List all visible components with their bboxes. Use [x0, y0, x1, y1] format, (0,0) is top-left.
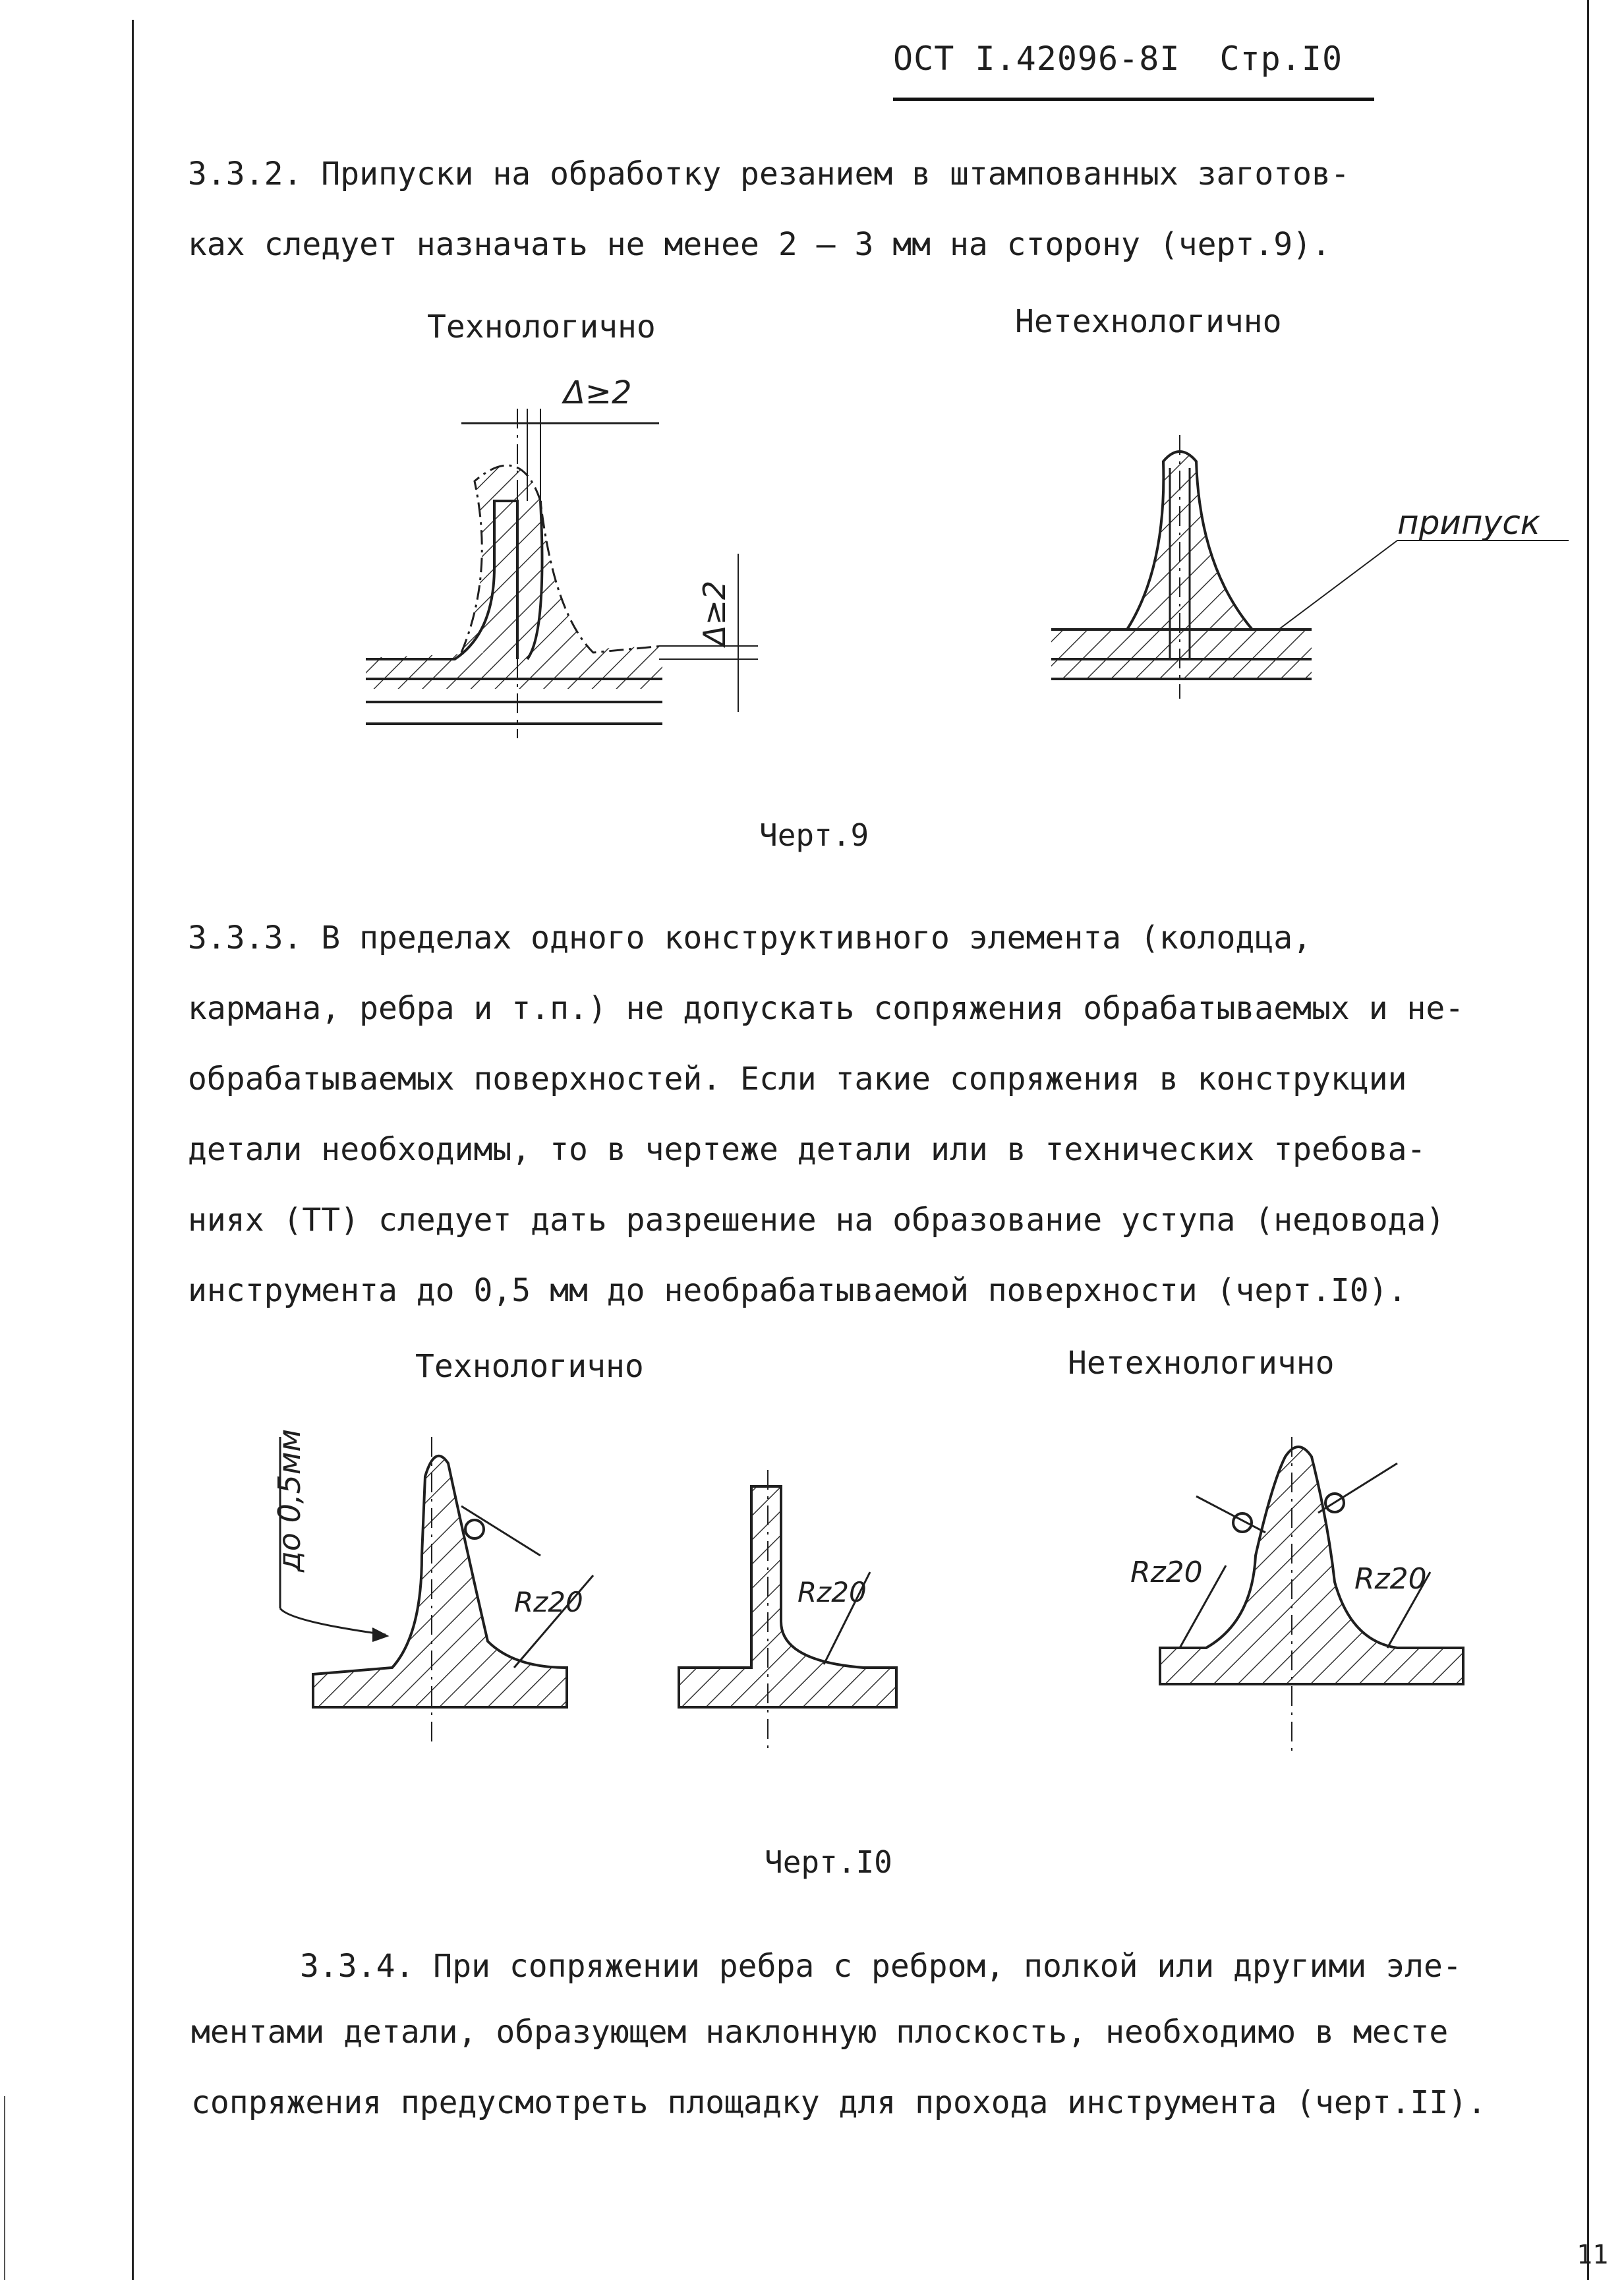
fig10-rz-4: Rz20	[1354, 1562, 1427, 1596]
text-line: ках следует назначать не менее 2 – 3 мм на сторону (черт.9).	[188, 226, 1331, 263]
page-number: 11	[1577, 2240, 1609, 2270]
fig10-caption: Черт.I0	[765, 1844, 892, 1880]
text-line: ниях (ТТ) следует дать разрешение на образование уступа (недовода)	[188, 1202, 1445, 1239]
text-line: инструмента до 0,5 мм до необрабатываемой поверхности (черт.I0).	[188, 1272, 1407, 1309]
text-line: обрабатываемых поверхностей. Если такие сопряжения в конструкции	[188, 1061, 1407, 1097]
page-label: Стр.I0	[1219, 40, 1343, 78]
text-line: сопряжения предусмотреть площадку для прохода инструмента (черт.II).	[191, 2084, 1487, 2121]
fig9-allowance-label: припуск	[1397, 504, 1540, 542]
text-line: кармана, ребра и т.п.) не допускать сопряжения обрабатываемых и не-	[188, 990, 1464, 1027]
fig9-drawing	[330, 369, 1615, 765]
fig9-caption: Черт.9	[759, 817, 869, 853]
fig9-bad-part	[1051, 435, 1569, 699]
text-line: 3.3.2. Припуски на обработку резанием в штампованных заготов-	[188, 156, 1350, 192]
page-header	[893, 40, 1343, 78]
fig9-label-bad: Нетехнологично	[1015, 303, 1282, 340]
header-underline	[893, 98, 1374, 101]
right-border-line	[1587, 0, 1589, 2280]
fig10-ok-part-2	[679, 1470, 896, 1753]
text-line: 3.3.3. В пределах одного конструктивного элемента (колодца,	[188, 920, 1312, 956]
paragraph-3-3-4-body	[191, 1997, 1486, 2138]
fig10-rz-2: Rz20	[798, 1576, 867, 1608]
paragraph-3-3-2	[188, 139, 1350, 280]
text-line: детали необходимы, то в чертеже детали или в технических требова-	[188, 1131, 1426, 1168]
doc-code: ОСТ I.42096-8I	[893, 40, 1180, 78]
fig10-bad-part	[1130, 1437, 1463, 1753]
paragraph-3-3-3-first	[188, 903, 1312, 974]
fig9-dim-top: Δ≥2	[564, 374, 632, 411]
left-border-line	[132, 20, 134, 2280]
fig10-drawing	[237, 1424, 1529, 1767]
text-line: ментами детали, образующем наклонную плоскость, необходимо в месте	[191, 2014, 1449, 2051]
fig9-dim-side: Δ≥2	[697, 580, 732, 646]
fig9-label-ok: Технологично	[427, 308, 656, 345]
paragraph-3-3-3-body	[188, 974, 1464, 1326]
fig10-rz-3: Rz20	[1130, 1556, 1203, 1589]
fig10-label-bad: Нетехнологично	[1068, 1345, 1335, 1382]
paragraph-3-3-4-first	[300, 1931, 1462, 2002]
fig10-ok-part-1	[272, 1429, 593, 1747]
text-line: 3.3.4. При сопряжении ребра с ребром, полкой или другими эле-	[300, 1948, 1462, 1985]
fig10-rz-1: Rz20	[514, 1586, 583, 1618]
fig10-dim-step: до 0,5мм	[272, 1428, 307, 1572]
fig9-ok-part	[366, 374, 758, 738]
scan-edge-mark	[4, 2096, 5, 2280]
fig10-label-ok: Технологично	[415, 1348, 644, 1385]
